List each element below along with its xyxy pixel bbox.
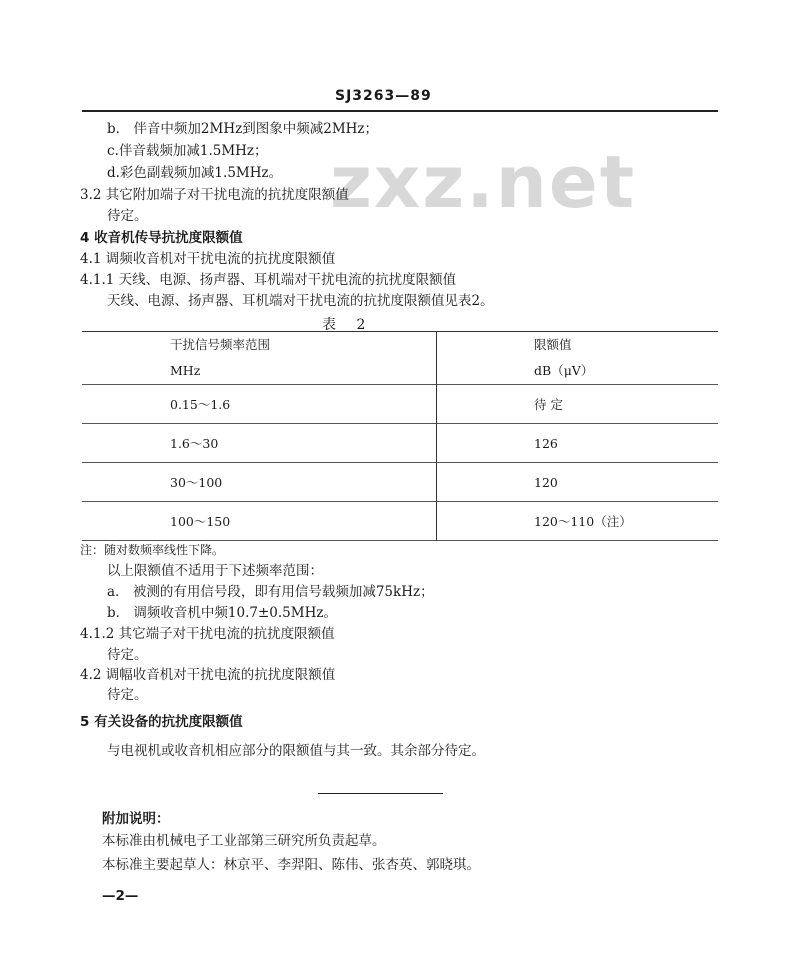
cell-value: 126 xyxy=(534,435,558,451)
exclusion-b: b． 调频收音机中频10.7±0.5MHz。 xyxy=(107,605,337,621)
header-rule xyxy=(82,110,718,112)
list-item-b: b． 伴音中频加2MHz到图象中频减2MHz； xyxy=(107,121,379,137)
appendix-line-1: 本标准由机械电子工业部第三研究所负责起草。 xyxy=(102,833,386,849)
header-frequency-label: 干扰信号频率范围 xyxy=(170,337,271,352)
page-number: —2— xyxy=(102,888,139,904)
table-row xyxy=(82,424,718,463)
header-frequency-unit: MHz xyxy=(170,363,201,378)
table-caption: 表 2 xyxy=(322,317,374,333)
list-item-c: c.伴音载频加减1.5MHz； xyxy=(107,143,268,159)
standard-code: SJ3263—89 xyxy=(335,88,432,104)
section-4-2-body: 待定。 xyxy=(107,687,148,703)
section-4-1-2-body: 待定。 xyxy=(107,647,148,663)
cell-range: 30～100 xyxy=(82,463,437,502)
section-4-1-1-body: 天线、电源、扬声器、耳机端对干扰电流的抗扰度限额值见表2。 xyxy=(107,293,494,309)
section-4-2-heading: 4.2 调幅收音机对干扰电流的抗扰度限额值 xyxy=(80,667,336,683)
table-row xyxy=(82,385,718,424)
section-4-1-heading: 4.1 调频收音机对干扰电流的抗扰度限额值 xyxy=(80,251,336,267)
cell-value: 待 定 xyxy=(534,397,563,412)
appendix-line-2: 本标准主要起草人：林京平、李羿阳、陈伟、张杏英、郭晓琪。 xyxy=(102,857,480,873)
table-row xyxy=(82,502,718,541)
cell-value: 120～110（注） xyxy=(534,514,632,529)
cell-value: 120 xyxy=(534,474,558,490)
header-limit-unit: dB（μV） xyxy=(534,363,594,378)
table-header-row xyxy=(82,332,718,385)
section-5-body: 与电视机或收音机相应部分的限额值与其一致。其余部分待定。 xyxy=(107,743,485,759)
section-4-1-2-heading: 4.1.2 其它端子对干扰电流的抗扰度限额值 xyxy=(80,626,335,642)
section-5-heading: 5 有关设备的抗扰度限额值 xyxy=(80,714,243,730)
header-cell-frequency xyxy=(82,332,437,385)
exclusion-a: a． 被测的有用信号段，即有用信号载频加减75kHz； xyxy=(107,584,434,600)
exclusion-intro: 以上限额值不适用于下述频率范围： xyxy=(107,563,323,579)
cell-range: 100～150 xyxy=(82,502,437,541)
section-4-heading: 4 收音机传导抗扰度限额值 xyxy=(80,230,243,246)
list-item-d: d.彩色副载频加减1.5MHz。 xyxy=(107,165,283,181)
table-note: 注：随对数频率线性下降。 xyxy=(80,543,225,557)
header-limit-label: 限额值 xyxy=(534,337,572,352)
table-row xyxy=(82,463,718,502)
watermark: zxz.net xyxy=(330,140,637,224)
cell-range: 0.15～1.6 xyxy=(82,385,437,424)
limits-table xyxy=(82,331,718,541)
section-3-2-body: 待定。 xyxy=(107,208,148,224)
divider xyxy=(318,793,443,794)
section-3-2-heading: 3.2 其它附加端子对干扰电流的抗扰度限额值 xyxy=(80,187,349,203)
section-4-1-1-heading: 4.1.1 天线、电源、扬声器、耳机端对干扰电流的抗扰度限额值 xyxy=(80,272,457,288)
header-cell-limit xyxy=(437,332,719,385)
cell-range: 1.6～30 xyxy=(82,424,437,463)
appendix-title: 附加说明： xyxy=(102,811,170,827)
